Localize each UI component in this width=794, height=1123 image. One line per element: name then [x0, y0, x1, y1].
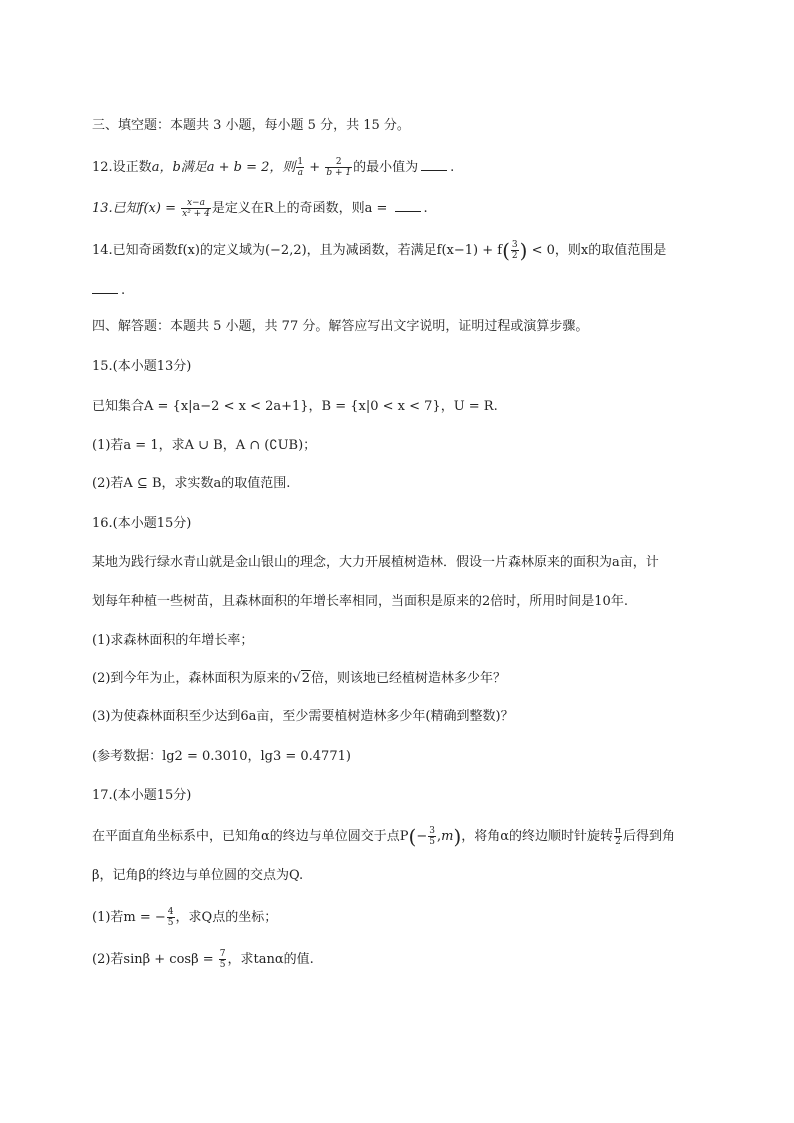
- q16-stem-line-2: 划每年种植一些树苗，且森林面积的年增长率相同，当面积是原来的2倍时，所用时间是10年.: [92, 594, 628, 609]
- q12-frac2-denominator: b + 1: [326, 168, 352, 178]
- q17-point-denominator: 5: [429, 837, 435, 847]
- q17-point-fraction: [428, 826, 436, 847]
- q15-stem: 已知集合A = {x|a−2 < x < 2a+1}，B = {x|0 < x < 7}，U = R.: [92, 399, 498, 414]
- q16-part2-prefix: (2)到今年为止，森林面积为原来的: [92, 671, 293, 686]
- q17-rotation-fraction: [614, 826, 622, 847]
- q12-plus: +: [305, 160, 325, 175]
- q14-denominator: 2: [511, 251, 518, 261]
- q17-rotation-numerator: π: [615, 826, 621, 836]
- q17-part2-prefix: (2)若sinβ + cosβ =: [92, 952, 218, 967]
- q14-right-paren: ): [519, 238, 528, 263]
- q17-stem1-middle: ，将角α的终边顺时针旋转: [461, 829, 614, 844]
- q17-point-right-paren: ): [453, 824, 462, 849]
- q16-reference-data: (参考数据：lg2 = 0.3010，lg3 = 0.4771): [92, 749, 351, 764]
- q17-point-left-paren: (: [408, 824, 417, 849]
- q17-point-numerator: 3: [429, 826, 435, 836]
- q12-frac1-denominator: a: [297, 168, 303, 178]
- q17-stem1-end: 后得到角: [622, 829, 675, 844]
- q14-answer-line: [92, 280, 712, 301]
- q17-part1-fraction: [167, 907, 175, 928]
- q17-stem1-prefix: 在平面直角坐标系中，已知角α的终边与单位圆交于点P: [92, 829, 409, 844]
- q13-end: .: [423, 201, 428, 216]
- q13-suffix: 是定义在R上的奇函数，则a =: [211, 201, 392, 216]
- q12-end: .: [450, 160, 455, 175]
- q16-part-2: [92, 669, 712, 689]
- q17-part-1: [92, 907, 712, 928]
- q12-frac1-numerator: 1: [297, 157, 304, 167]
- q17-part2-suffix: ，求tanα的值.: [227, 952, 314, 967]
- q12-fraction-1: [296, 157, 304, 178]
- q16-part-1: (1)求森林面积的年增长率；: [92, 633, 254, 648]
- q17-part2-denominator: 5: [219, 960, 226, 970]
- q16-sqrt: √2: [292, 671, 310, 686]
- q17-title: 17.(本小题15分): [92, 788, 192, 803]
- q12-fraction-2: [325, 157, 352, 178]
- q13-answer-blank: [395, 198, 421, 212]
- q17-part1-denominator: 5: [167, 918, 174, 928]
- q16-title: 16.(本小题15分): [92, 516, 192, 531]
- section-3-heading: 三、填空题：本题共 3 小题，每小题 5 分，共 15 分。: [92, 118, 410, 133]
- q13-prefix: 13.已知f(x) =: [92, 201, 181, 216]
- q14-text: 14.已知奇函数f(x)的定义域为(−2,2)，且为减函数，若满足f(x−1) + f: [92, 243, 503, 258]
- q12-suffix: 的最小值为: [353, 160, 419, 175]
- q12-prefix: 12.设正数: [92, 160, 152, 175]
- q17-part2-fraction: [219, 949, 227, 970]
- q13-denominator: x² + 4: [182, 209, 210, 219]
- q14-end: .: [121, 283, 126, 298]
- q14-numerator: 3: [511, 240, 518, 250]
- q17-stem-line-1: 在平面直角坐标系中，已知角α的终边与单位圆交于点P(− $\frac{3}{5}$ ,m)，将角α的终边顺时针旋转 $\frac{\pi}{2}$ 后得到角: [92, 824, 675, 849]
- q16-stem-line-1: 某地为践行绿水青山就是金山银山的理念，大力开展植树造林．假设一片森林原来的面积为a亩，计: [92, 555, 659, 570]
- q14-answer-blank: [92, 280, 118, 294]
- question-14: [92, 240, 712, 261]
- q15-part-2: (2)若A ⊆ B，求实数a的取值范围.: [92, 476, 291, 491]
- q14-suffix: < 0，则x的取值范围是: [527, 243, 667, 258]
- q17-rotation-denominator: 2: [615, 837, 621, 847]
- q12-answer-blank: [421, 157, 447, 171]
- q17-part1-suffix: ，求Q点的坐标；: [175, 910, 278, 925]
- q13-fraction: [181, 198, 211, 219]
- question-13: [92, 198, 712, 219]
- q16-part-3: (3)为使森林面积至少达到6a亩，至少需要植树造林多少年(精确到整数)？: [92, 709, 514, 724]
- q17-part2-numerator: 7: [219, 949, 226, 959]
- section-4-heading: 四、解答题：本题共 5 小题，共 77 分。解答应写出文字说明，证明过程或演算步骤。: [92, 319, 589, 334]
- q12-frac2-numerator: 2: [325, 157, 352, 168]
- q16-sqrt-radicand: 2: [301, 671, 310, 686]
- q14-left-paren: (: [502, 238, 510, 263]
- q17-part1-prefix: (1)若m = −: [92, 910, 166, 925]
- q17-part1-numerator: 4: [167, 907, 174, 917]
- q16-part2-suffix: 倍，则该地已经植树造林多少年？: [311, 671, 507, 686]
- q15-title: 15.(本小题13分): [92, 359, 192, 374]
- q17-point-m: m: [441, 829, 454, 844]
- q17-stem-line-2: β，记角β的终边与单位圆的交点为Q.: [92, 868, 304, 883]
- q15-part-1: (1)若a = 1，求A ∪ B，A ∩ (∁UB)；: [92, 438, 317, 453]
- q17-part-2: [92, 949, 712, 970]
- question-12: [92, 157, 712, 178]
- q13-numerator: x−a: [181, 198, 211, 209]
- q14-fraction: [511, 240, 519, 261]
- q12-condition: a，b满足a + b = 2，则: [151, 160, 296, 175]
